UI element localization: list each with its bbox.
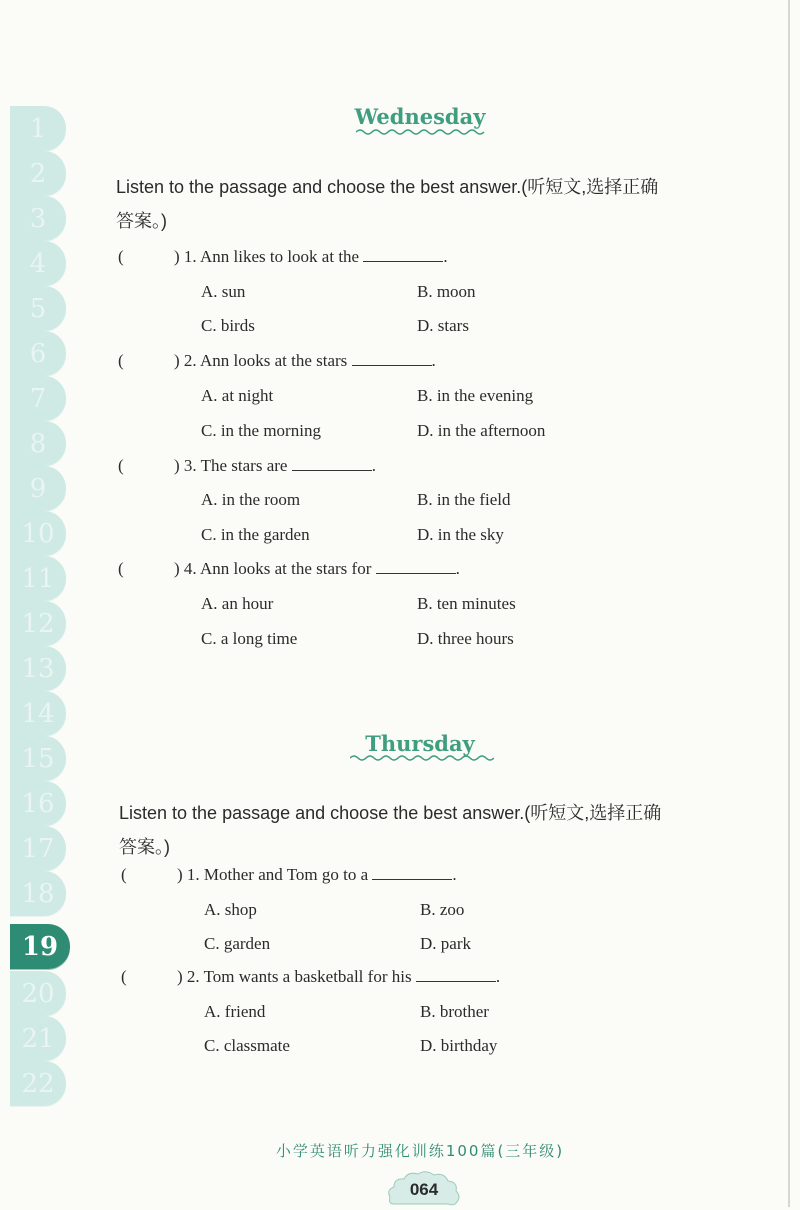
answer-blank[interactable] — [372, 865, 452, 880]
answer-blank[interactable] — [352, 351, 432, 366]
tab-18[interactable]: 18 — [10, 871, 66, 917]
option-c: C. a long time — [201, 629, 298, 648]
instruction — [119, 796, 739, 864]
option-a: A. an hour — [201, 594, 274, 613]
option-c: C. garden — [204, 934, 271, 953]
question-row — [121, 865, 457, 885]
question-end: . — [371, 456, 376, 475]
page-number-badge — [386, 1170, 462, 1210]
tab-14[interactable]: 14 — [10, 691, 66, 737]
option-d: D. in the sky — [417, 525, 504, 544]
option-c: C. birds — [201, 316, 255, 335]
option-d: D. three hours — [417, 629, 514, 648]
question-text: ) 3. The stars are — [174, 456, 288, 475]
option-a: A. in the room — [201, 490, 301, 509]
tab-21[interactable]: 21 — [10, 1016, 66, 1062]
page-edge — [788, 0, 790, 1207]
option-b: B. in the field — [417, 490, 511, 509]
wave-underline — [356, 128, 488, 136]
answer-blank[interactable] — [416, 967, 496, 982]
option-b: B. zoo — [420, 900, 465, 919]
tab-15[interactable]: 15 — [10, 736, 66, 782]
tab-11[interactable]: 11 — [10, 556, 66, 602]
answer-blank[interactable] — [363, 247, 443, 262]
tab-10[interactable]: 10 — [10, 511, 66, 557]
section-title-thursday: Thursday — [365, 731, 475, 756]
tab-3[interactable]: 3 — [10, 196, 66, 242]
question-row — [118, 247, 448, 267]
instruction-line-2: 答案。) — [116, 211, 167, 231]
instruction-line-1: Listen to the passage and choose the best answer.(听短文,选择正确 — [119, 803, 662, 823]
option-d: D. in the afternoon — [417, 421, 546, 440]
tab-4[interactable]: 4 — [10, 241, 66, 287]
option-c: C. classmate — [204, 1036, 290, 1055]
option-a: A. at night — [201, 386, 274, 405]
tab-12[interactable]: 12 — [10, 601, 66, 647]
answer-paren[interactable]: ( — [118, 351, 124, 370]
question-end: . — [452, 865, 457, 884]
option-a: A. shop — [204, 900, 257, 919]
option-b: B. ten minutes — [417, 594, 516, 613]
tab-8[interactable]: 8 — [10, 421, 66, 467]
instruction-line-1: Listen to the passage and choose the best answer.(听短文,选择正确 — [116, 177, 659, 197]
tab-6[interactable]: 6 — [10, 331, 66, 377]
question-text: ) 2. Ann looks at the stars — [174, 351, 348, 370]
question-text: ) 1. Mother and Tom go to a — [177, 865, 369, 884]
option-d: D. park — [420, 934, 471, 953]
answer-paren[interactable]: ( — [118, 247, 124, 266]
option-b: B. brother — [420, 1002, 489, 1021]
answer-paren[interactable]: ( — [118, 559, 124, 578]
option-b: B. moon — [417, 282, 476, 301]
option-b: B. in the evening — [417, 386, 534, 405]
tab-16[interactable]: 16 — [10, 781, 66, 827]
tab-17[interactable]: 17 — [10, 826, 66, 872]
wave-underline — [350, 754, 494, 762]
option-c: C. in the morning — [201, 421, 321, 440]
answer-paren[interactable]: ( — [121, 967, 127, 986]
chapter-tabs — [10, 106, 66, 1106]
tab-2[interactable]: 2 — [10, 151, 66, 197]
instruction-line-2: 答案。) — [119, 837, 170, 857]
page-number: 064 — [409, 1180, 439, 1199]
tab-9[interactable]: 9 — [10, 466, 66, 512]
option-a: A. sun — [201, 282, 246, 301]
answer-paren[interactable]: ( — [118, 456, 124, 475]
tab-20[interactable]: 20 — [10, 971, 66, 1017]
option-d: D. stars — [417, 316, 469, 335]
question-row — [118, 456, 376, 476]
question-end: . — [431, 351, 436, 370]
tab-13[interactable]: 13 — [10, 646, 66, 692]
option-d: D. birthday — [420, 1036, 498, 1055]
instruction — [116, 170, 736, 238]
question-text: ) 2. Tom wants a basketball for his — [177, 967, 412, 986]
section-title-wednesday: Wednesday — [354, 104, 486, 129]
question-row — [118, 559, 460, 579]
question-row — [121, 967, 500, 987]
answer-blank[interactable] — [376, 559, 456, 574]
option-c: C. in the garden — [201, 525, 310, 544]
answer-paren[interactable]: ( — [121, 865, 127, 884]
question-row — [118, 351, 436, 371]
option-a: A. friend — [204, 1002, 266, 1021]
question-text: ) 4. Ann looks at the stars for — [174, 559, 372, 578]
question-text: ) 1. Ann likes to look at the — [174, 247, 360, 266]
question-end: . — [455, 559, 460, 578]
tab-22[interactable]: 22 — [10, 1061, 66, 1107]
question-end: . — [495, 967, 501, 986]
tab-5[interactable]: 5 — [10, 286, 66, 332]
answer-blank[interactable] — [292, 456, 372, 471]
tab-19-active[interactable]: 19 — [10, 924, 70, 970]
footer-book-title: 小学英语听力强化训练100篇(三年级) — [275, 1142, 565, 1160]
tab-7[interactable]: 7 — [10, 376, 66, 422]
question-end: . — [443, 247, 448, 266]
tab-1[interactable]: 1 — [10, 106, 66, 152]
